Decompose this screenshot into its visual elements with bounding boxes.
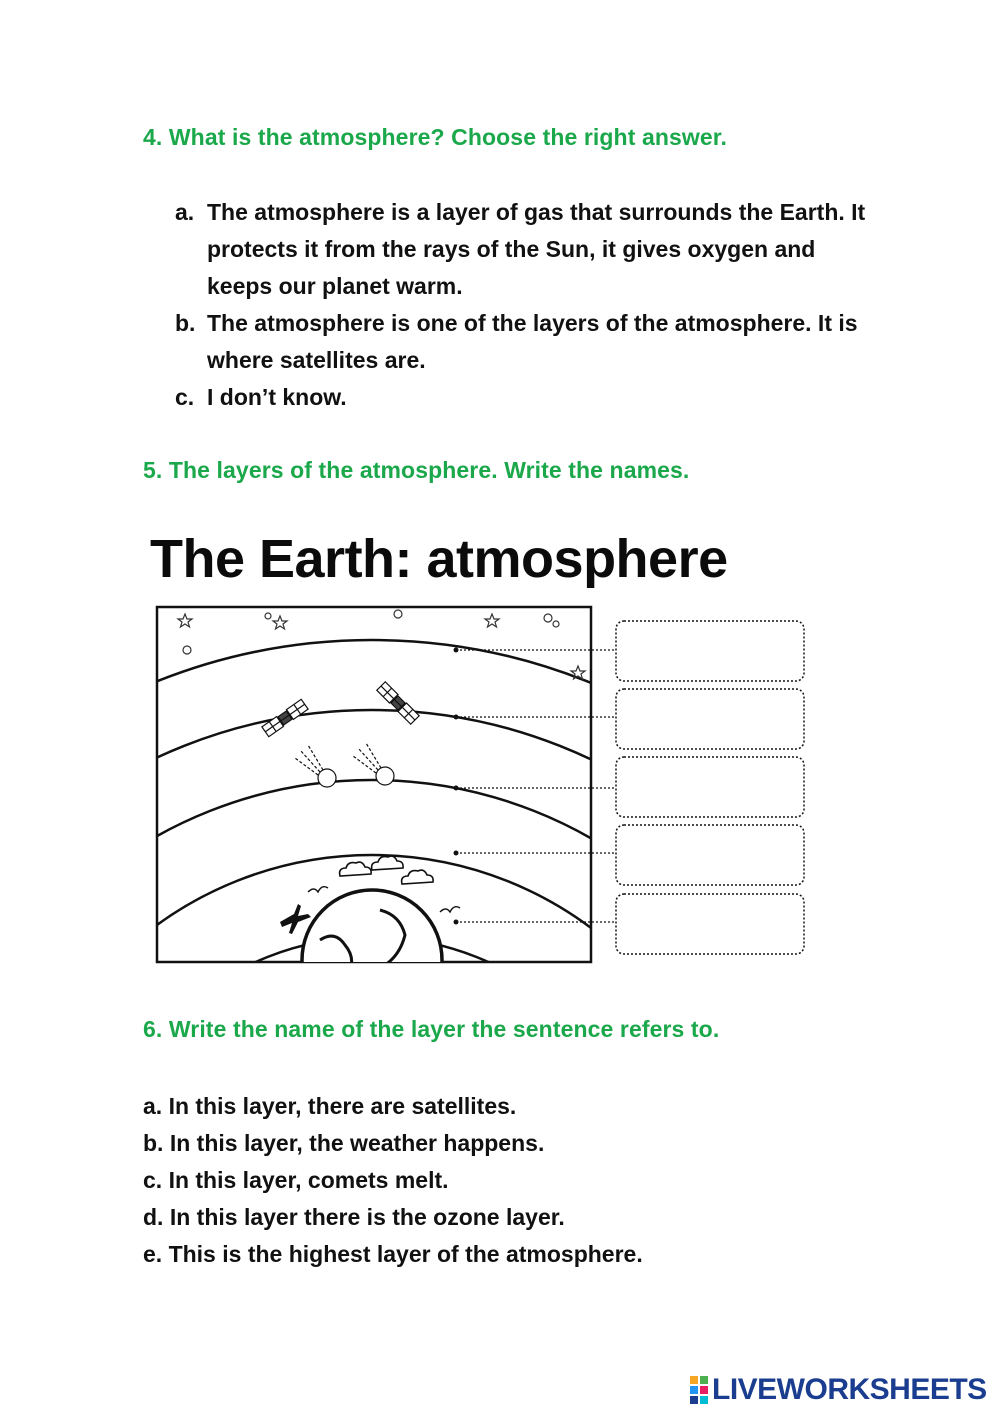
answer-box-5[interactable] xyxy=(616,894,804,954)
answer-box-4[interactable] xyxy=(616,825,804,885)
diagram-title: The Earth: atmosphere xyxy=(150,529,728,589)
option-a[interactable] xyxy=(175,194,875,305)
option-c[interactable] xyxy=(175,379,875,416)
question-6-sentences xyxy=(143,1088,643,1273)
logo-text: LIVEWORKSHEETS xyxy=(712,1373,987,1406)
sentence-b: b. In this layer, the weather happens. xyxy=(143,1130,545,1156)
option-text: The atmosphere is a layer of gas that surrounds the Earth. It protects it from the rays of the Sun, it gives oxygen and keeps our planet warm. xyxy=(207,199,866,299)
answer-box-1[interactable] xyxy=(616,621,804,681)
sentence-a: a. In this layer, there are satellites. xyxy=(143,1093,517,1119)
leader-dot xyxy=(454,920,459,925)
sentence-d: d. In this layer there is the ozone layer. xyxy=(143,1204,565,1230)
leader-dot xyxy=(454,715,459,720)
leader-dot xyxy=(454,786,459,791)
option-text: The atmosphere is one of the layers of the atmosphere. It is where satellites are. xyxy=(207,310,858,373)
option-text: I don’t know. xyxy=(207,384,347,410)
question-5-title: 5. The layers of the atmosphere. Write the names. xyxy=(143,457,690,483)
option-letter: c. xyxy=(175,384,195,410)
sentence-e: e. This is the highest layer of the atmosphere. xyxy=(143,1241,643,1267)
leader-dot xyxy=(454,851,459,856)
atmosphere-diagram xyxy=(150,600,810,970)
option-b[interactable] xyxy=(175,305,875,379)
leader-dot xyxy=(454,648,459,653)
option-letter: a. xyxy=(175,199,195,225)
question-6-title: 6. Write the name of the layer the sentence refers to. xyxy=(143,1016,720,1042)
liveworksheets-logo xyxy=(690,1373,987,1407)
answer-box-3[interactable] xyxy=(616,757,804,817)
question-4-title: 4. What is the atmosphere? Choose the right answer. xyxy=(143,124,728,150)
answer-box-2[interactable] xyxy=(616,689,804,749)
sentence-c: c. In this layer, comets melt. xyxy=(143,1167,449,1193)
logo-grid-icon xyxy=(690,1376,708,1404)
option-letter: b. xyxy=(175,310,196,336)
question-4-options xyxy=(175,194,875,416)
